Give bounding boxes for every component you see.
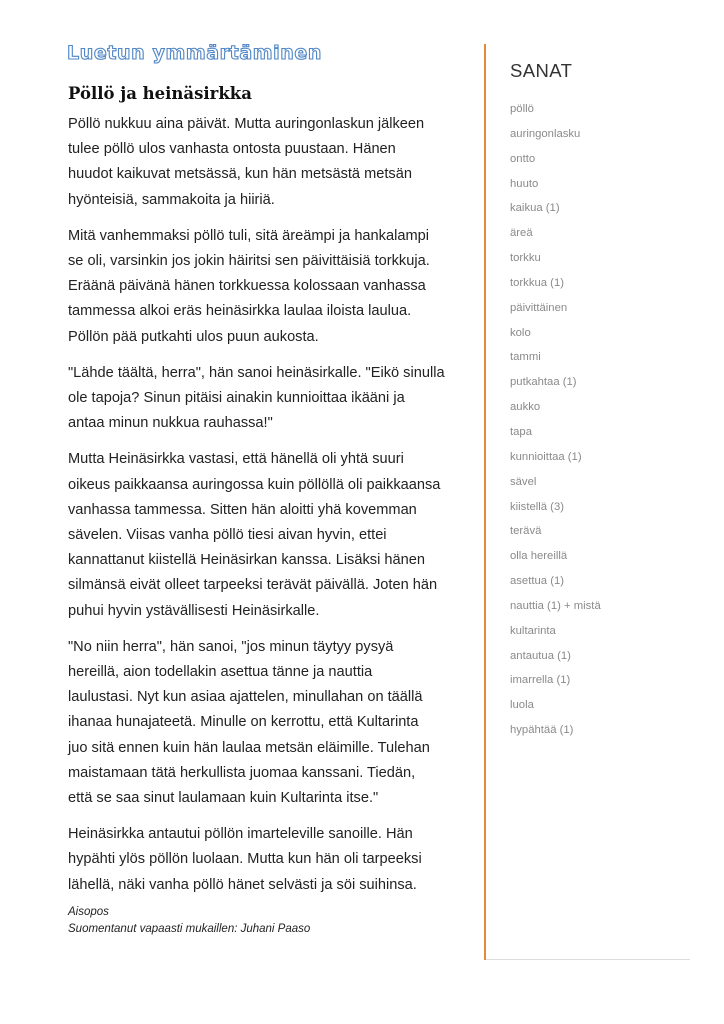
story-line: hereillä, aion todellakin asettua tänne ja nauttia bbox=[68, 664, 373, 681]
source-author: Aisopos bbox=[68, 906, 109, 918]
story-line: puhui hyvin ystävällisesti Heinäsirkalle. bbox=[68, 602, 320, 619]
story-line: kannattanut kiistellä Heinäsirkan kanssa. Lisäksi hänen bbox=[68, 552, 425, 569]
vocabulary-item: päivittäinen bbox=[510, 301, 568, 314]
vocabulary-item: aukko bbox=[510, 401, 541, 414]
worksheet-title: Luetun ymmärtäminen bbox=[67, 42, 322, 64]
vocabulary-item: nauttia (1) + mistä bbox=[510, 599, 601, 612]
story-paragraph bbox=[68, 822, 468, 898]
vocabulary-item: torkku bbox=[510, 252, 541, 265]
story-line: "Lähde täältä, herra", hän sanoi heinäsirkalle. "Eikö sinulla bbox=[68, 364, 445, 381]
story-line: oikeus paikkaansa auringossa kuin pöllöllä oli paikkaansa bbox=[68, 476, 441, 493]
vocabulary-item: auringonlasku bbox=[510, 127, 581, 140]
column-divider bbox=[484, 44, 486, 960]
story-paragraph bbox=[68, 635, 468, 811]
vocabulary-item: ontto bbox=[510, 152, 536, 165]
story-line: Pöllö nukkuu aina päivät. Mutta auringonlaskun jälkeen bbox=[68, 116, 425, 132]
vocabulary-item: hypähtää (1) bbox=[510, 724, 574, 737]
story-line: Pöllön pää putkahti ulos puun aukosta. bbox=[68, 328, 319, 345]
story-line: tulee pöllö ulos vanhasta ontosta puustaan. Hänen bbox=[68, 141, 396, 158]
vocabulary-item: antautua (1) bbox=[510, 649, 571, 662]
story-line: juo sitä ennen kuin hän laulaa metsän eläimille. Tulehan bbox=[68, 739, 430, 756]
story-line: "No niin herra", hän sanoi, "jos minun täytyy pysyä bbox=[68, 638, 394, 655]
vocabulary-item: putkahtaa (1) bbox=[510, 376, 577, 389]
vocabulary-item: kolo bbox=[510, 326, 531, 339]
story-line: Mutta Heinäsirkka vastasi, että hänellä oli yhtä suuri bbox=[68, 451, 404, 468]
vocabulary-item: pöllö bbox=[510, 103, 534, 115]
story-line: Mitä vanhemmaksi pöllö tuli, sitä äreämpi ja hankalampi bbox=[68, 227, 429, 244]
story-line: vanhassa tammessa. Sitten hän aloitti yhä kovemman bbox=[68, 501, 417, 518]
vocabulary-item: kultarinta bbox=[510, 624, 556, 637]
vocabulary-item: luola bbox=[510, 699, 534, 712]
story-line: laulustasi. Nyt kun asiaa ajattelen, minullahan on täällä bbox=[68, 689, 423, 706]
story-source bbox=[68, 904, 310, 938]
story-line: huudot kaikuvat metsässä, kun hän metsästä metsän bbox=[68, 166, 412, 183]
story-line: se oli, varsinkin jos jokin häiritsi sen päivittäisiä torkkuja. bbox=[68, 253, 430, 270]
vocabulary-item: tammi bbox=[510, 351, 541, 364]
vocabulary-item: kiistellä (3) bbox=[510, 500, 564, 513]
story-text bbox=[68, 112, 468, 909]
story-paragraph bbox=[68, 224, 468, 350]
vocabulary-item: imarrella (1) bbox=[510, 674, 571, 687]
vocabulary-item: olla hereillä bbox=[510, 550, 568, 563]
story-line: ihanaa hunajateetä. Minulle on kerrottu, että Kultarinta bbox=[68, 714, 419, 731]
story-line: että se saa sinut laulamaan kuin Kultarinta itse." bbox=[68, 790, 379, 807]
bottom-rule bbox=[486, 959, 690, 960]
vocabulary-list bbox=[510, 97, 601, 743]
vocabulary-item: terävä bbox=[510, 525, 542, 538]
source-translator: Suomentanut vapaasti mukaillen: Juhani Paaso bbox=[68, 923, 311, 935]
story-line: ole tapoja? Sinun pitäisi ainakin kunnioittaa ikääni ja bbox=[68, 390, 405, 407]
vocabulary-item: asettua (1) bbox=[510, 575, 565, 588]
story-line: hyönteisiä, sammakoita ja hiiriä. bbox=[68, 191, 275, 208]
vocabulary-item: äreä bbox=[510, 227, 533, 240]
story-title: Pöllö ja heinäsirkka bbox=[68, 84, 252, 103]
story-paragraph bbox=[68, 361, 468, 437]
vocabulary-item: torkkua (1) bbox=[510, 276, 564, 289]
story-paragraph bbox=[68, 447, 468, 623]
story-line: sävelen. Viisas vanha pöllö tiesi aivan hyvin, ettei bbox=[68, 527, 387, 544]
story-line: maistamaan tätä herkullista juomaa kanssani. Tiedän, bbox=[68, 764, 416, 781]
vocabulary-item: kaikua (1) bbox=[510, 202, 560, 215]
story-line: Heinäsirkka antautui pöllön imarteleville sanoille. Hän bbox=[68, 826, 413, 843]
story-line: lähellä, näki vanha pöllö hänet selvästi ja söi suihinsa. bbox=[68, 876, 417, 893]
story-line: silmänsä eivät olleet tarpeeksi terävät päivällä. Joten hän bbox=[68, 577, 438, 594]
story-line: hypähti ylös pöllön luolaan. Mutta kun hän oli tarpeeksi bbox=[68, 851, 422, 868]
vocabulary-item: tapa bbox=[510, 425, 532, 438]
vocabulary-heading: SANAT bbox=[510, 60, 573, 81]
vocabulary-item: huuto bbox=[510, 177, 539, 190]
story-line: Eräänä päivänä hänen torkkuessa kolossaan vanhassa bbox=[68, 278, 426, 295]
story-paragraph bbox=[68, 112, 468, 213]
story-line: tammessa alkoi eräs heinäsirkka laulaa iloista laulua. bbox=[68, 303, 412, 320]
vocabulary-item: kunnioittaa (1) bbox=[510, 450, 582, 463]
story-line: antaa minun nukkua rauhassa!" bbox=[68, 415, 273, 432]
vocabulary-item: sävel bbox=[510, 475, 537, 488]
